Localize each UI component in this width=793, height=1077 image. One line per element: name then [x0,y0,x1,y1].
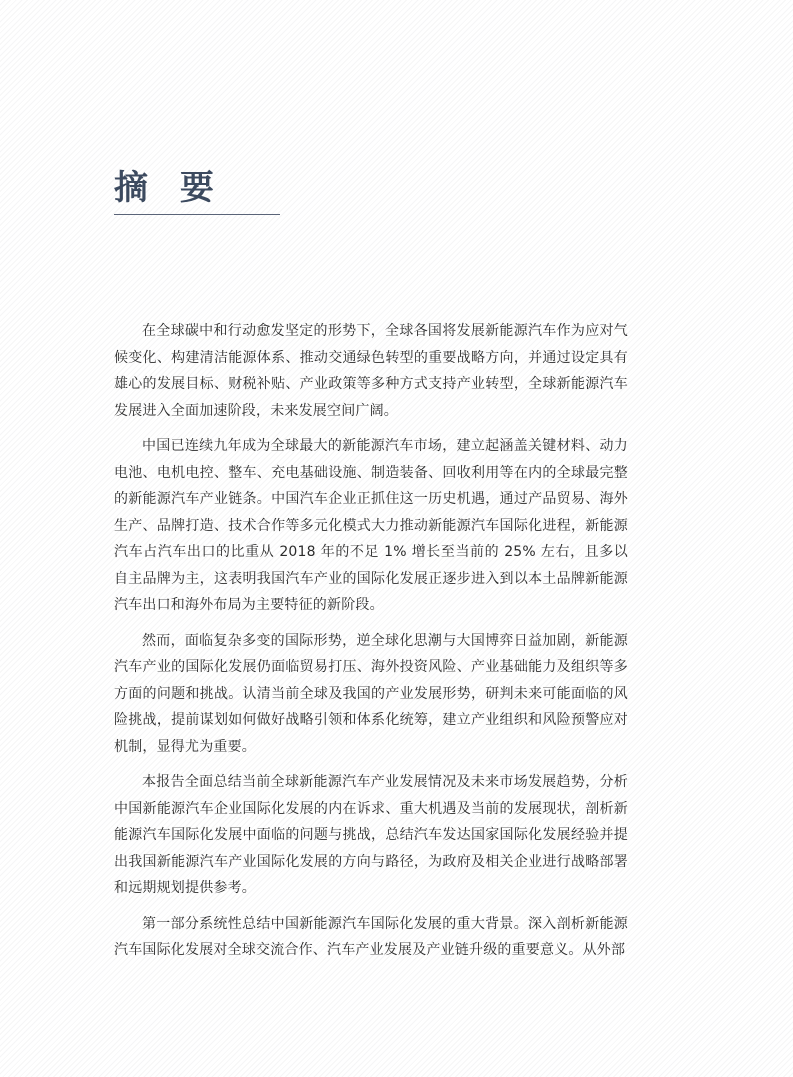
page-title: 摘 要 [114,168,224,208]
paragraph-3: 然而，面临复杂多变的国际形势，逆全球化思潮与大国博弈日益加剧，新能源汽车产业的国际化发展仍面临贸易打压、海外投资风险、产业基础能力及组织等多方面的问题和挑战。认清当前全球及我国的产业发展形势，研判未来可能面临的风险挑战，提前谋划如何做好战略引领和体系化统筹，建立产业组织和风险预警应对机制，显得尤为重要。 [114,632,628,755]
abstract-body [114,318,628,973]
paragraph-4: 本报告全面总结当前全球新能源汽车产业发展情况及未来市场发展趋势，分析中国新能源汽车企业国际化发展的内在诉求、重大机遇及当前的发展现状，剖析新能源汽车国际化发展中面临的问题与挑战，总结汽车发达国家国际化发展经验并提出我国新能源汽车产业国际化发展的方向与路径，为政府及相关企业进行战略部署和远期规划提供参考。 [114,774,628,896]
paragraph-5: 第一部分系统性总结中国新能源汽车国际化发展的重大背景。深入剖析新能源汽车国际化发展对全球交流合作、汽车产业发展及产业链升级的重要意义。从外部 [114,915,628,958]
title-underline [114,214,280,215]
paragraph-2: 中国已连续九年成为全球最大的新能源汽车市场，建立起涵盖关键材料、动力电池、电机电控、整车、充电基础设施、制造装备、回收利用等在内的全球最完整的新能源汽车产业链条。中国汽车企业正抓住这一历史机遇，通过产品贸易、海外生产、品牌打造、技术合作等多元化模式大力推动新能源汽车国际化进程，新能源汽车占汽车出口的比重从 2018 年的不足 1% 增长至当前的 25% 左右，且多以自主品牌为主，这表明我国汽车产业的国际化发展正逐步进入到以本土品牌新能源汽车出口和海外布局为主要特征的新阶段。 [114,438,628,613]
paragraph-1: 在全球碳中和行动愈发坚定的形势下，全球各国将发展新能源汽车作为应对气候变化、构建清洁能源体系、推动交通绿色转型的重要战略方向，并通过设定具有雄心的发展目标、财税补贴、产业政策等多种方式支持产业转型，全球新能源汽车发展进入全面加速阶段，未来发展空间广阔。 [114,323,628,419]
